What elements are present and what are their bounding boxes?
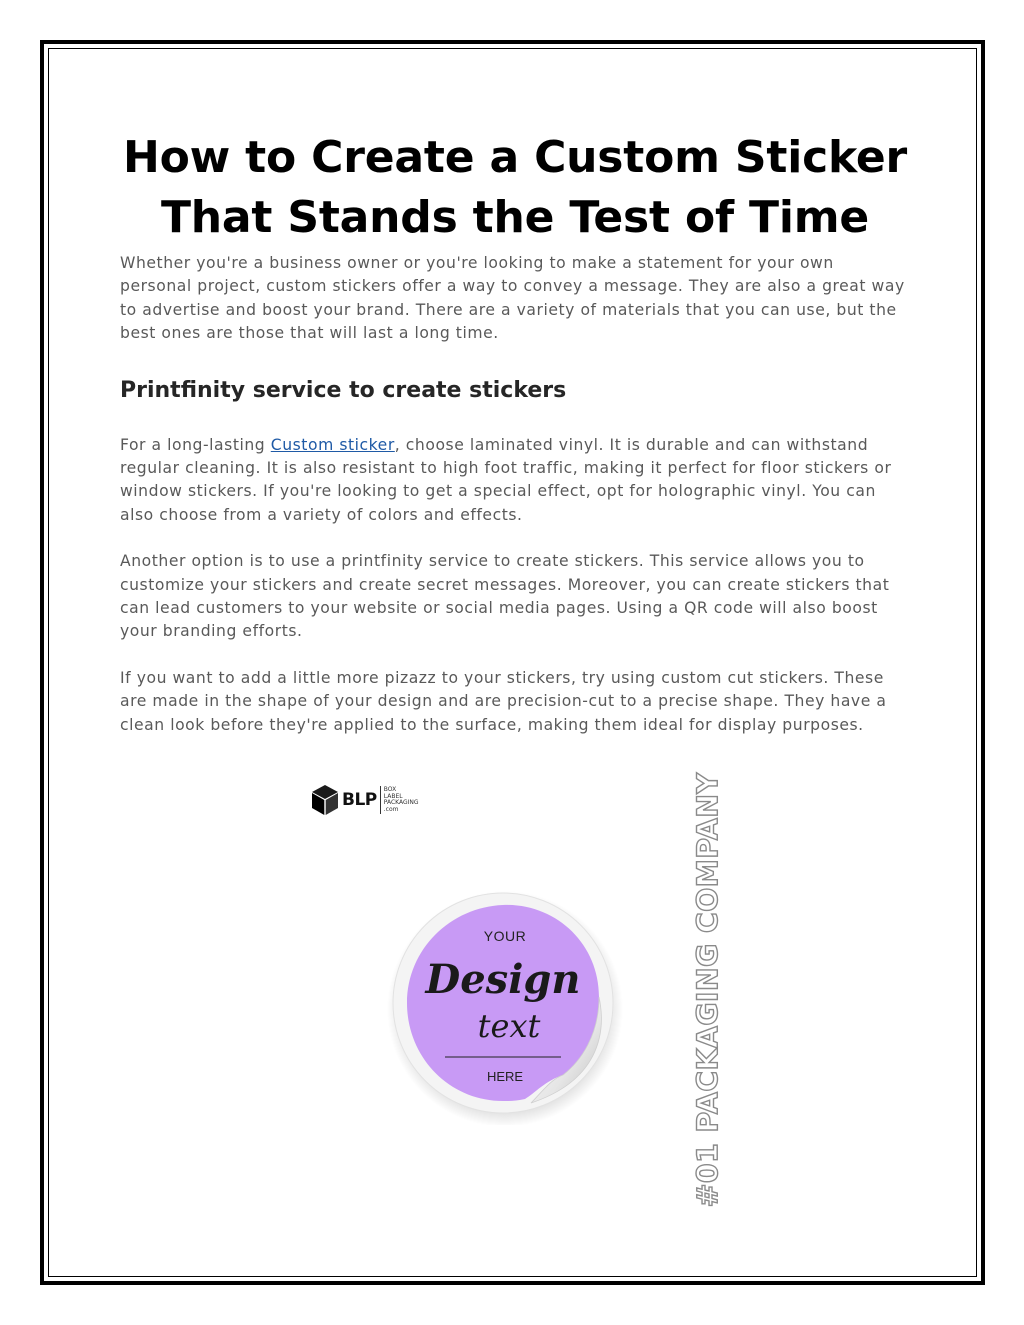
cube-icon — [311, 784, 339, 816]
logo-divider — [380, 786, 381, 814]
blp-logo — [311, 782, 432, 818]
section-heading: Printfinity service to create stickers — [120, 377, 567, 403]
sticker-text-top: YOUR — [483, 928, 527, 944]
sticker-text-main: Design — [425, 956, 581, 1003]
logo-name: BLP — [342, 790, 377, 810]
custom-sticker-link[interactable]: Custom sticker — [270, 435, 395, 454]
vertical-banner — [690, 772, 726, 1208]
article-content — [120, 128, 910, 737]
article-title — [120, 128, 910, 248]
logo-subtext: BOX LABEL PACKAGING .com — [383, 786, 419, 813]
paragraph-laminated-vinyl — [120, 434, 910, 528]
sticker-text-script: text — [477, 1007, 541, 1045]
p1-text-after: , choose laminated vinyl. It is durable and can withstand regular cleaning. It is also resistant to high foot traffic, making it perfect for floor stickers or window stickers. If you're looking to get a special effect, opt for holographic vinyl. You can also choose from a variety of colors and effects. — [120, 435, 892, 524]
paragraph-printfinity: Another option is to use a printfinity service to create stickers. This service allows you to customize your stickers and create secret messages. Moreover, you can create stickers that can lead customers to your website or social media pages. Using a QR code will also boost your branding efforts. — [120, 552, 890, 641]
sticker-text-bottom: HERE — [486, 1069, 524, 1084]
title-line-1: How to Create a Custom Sticker — [122, 132, 908, 183]
p1-text-before: For a long-lasting — [120, 435, 271, 454]
sticker-image — [385, 885, 625, 1125]
vertical-banner-text: #01 PACKAGING COMPANY — [691, 772, 725, 1208]
intro-paragraph: Whether you're a business owner or you're looking to make a statement for your own personal project, custom stickers offer a way to convey a message. They are also a great way to advertise and boost your brand. There are a variety of materials that you can use, but the best ones are those that will last a long time. — [120, 254, 905, 343]
title-line-2: That Stands the Test of Time — [160, 192, 870, 243]
paragraph-custom-cut: If you want to add a little more pizazz to your stickers, try using custom cut stickers. These are made in the shape of your design and are precision-cut to a precise shape. They have a clean look before they're applied to the surface, making them ideal for display purposes. — [120, 668, 887, 734]
